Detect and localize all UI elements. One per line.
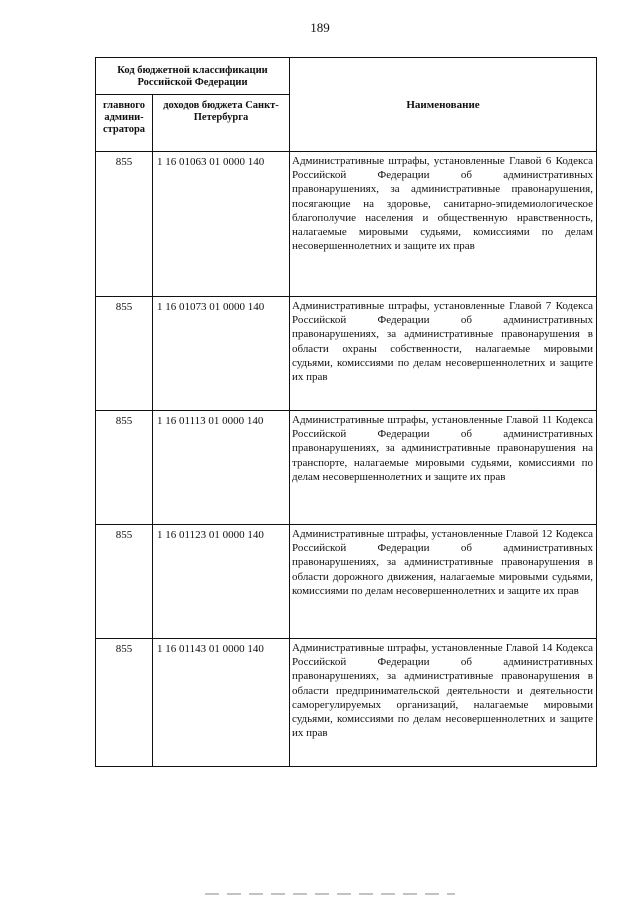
- table-row: [96, 411, 597, 525]
- budget-classification-table: [95, 57, 597, 767]
- admin-code-cell: 855: [96, 525, 153, 639]
- description-cell: Административные штрафы, установленные Главой 7 Кодекса Российской Федерации об административных правонарушениях, за административные правонарушения в области охраны собственности, налагаемые мировыми судьями, комиссиями по делам несовершеннолетних и защите их прав: [290, 297, 597, 411]
- income-code-cell: 1 16 01123 01 0000 140: [153, 525, 290, 639]
- income-code-cell: 1 16 01063 01 0000 140: [153, 152, 290, 297]
- income-code-cell: 1 16 01143 01 0000 140: [153, 639, 290, 767]
- description-cell: Административные штрафы, установленные Главой 6 Кодекса Российской Федерации об административных правонарушениях, за административные правонарушения, посягающие на здоровье, санитарно-эпидемиологическое благополучие населения и общественную нравственность, налагаемые мировыми судьями, комиссиями по делам несовершеннолетних и защите их прав: [290, 152, 597, 297]
- header-income-column: доходов бюджета Санкт-Петербурга: [153, 95, 290, 152]
- footer-scan-artifact: [205, 893, 455, 895]
- table-row: [96, 297, 597, 411]
- admin-code-cell: 855: [96, 297, 153, 411]
- description-cell: Административные штрафы, установленные Главой 12 Кодекса Российской Федерации об административных правонарушениях, за административные правонарушения в области дорожного движения, налагаемые мировыми судьями, комиссиями по делам несовершеннолетних и защите их прав: [290, 525, 597, 639]
- page-number: 189: [310, 20, 330, 35]
- income-code-cell: 1 16 01073 01 0000 140: [153, 297, 290, 411]
- table-row: [96, 152, 597, 297]
- description-cell: Административные штрафы, установленные Главой 14 Кодекса Российской Федерации об административных правонарушениях, за административные правонарушения в области предпринимательской деятельности и деятельности саморегулируемых организаций, налагаемые мировыми судьями, комиссиями по делам несовершеннолетних и защите их прав: [290, 639, 597, 767]
- admin-code-cell: 855: [96, 411, 153, 525]
- income-code-cell: 1 16 01113 01 0000 140: [153, 411, 290, 525]
- admin-code-cell: 855: [96, 152, 153, 297]
- table-row: [96, 525, 597, 639]
- description-cell: Административные штрафы, установленные Главой 11 Кодекса Российской Федерации об административных правонарушениях, за административные правонарушения на транспорте, налагаемые мировыми судьями, комиссиями по делам несовершеннолетних и защите их прав: [290, 411, 597, 525]
- header-name-column: Наименование: [290, 58, 597, 152]
- table-row: [96, 639, 597, 767]
- header-admin-column: главного админи-стратора: [96, 95, 153, 152]
- admin-code-cell: 855: [96, 639, 153, 767]
- header-code-group: Код бюджетной классификации Российской Федерации: [96, 58, 290, 95]
